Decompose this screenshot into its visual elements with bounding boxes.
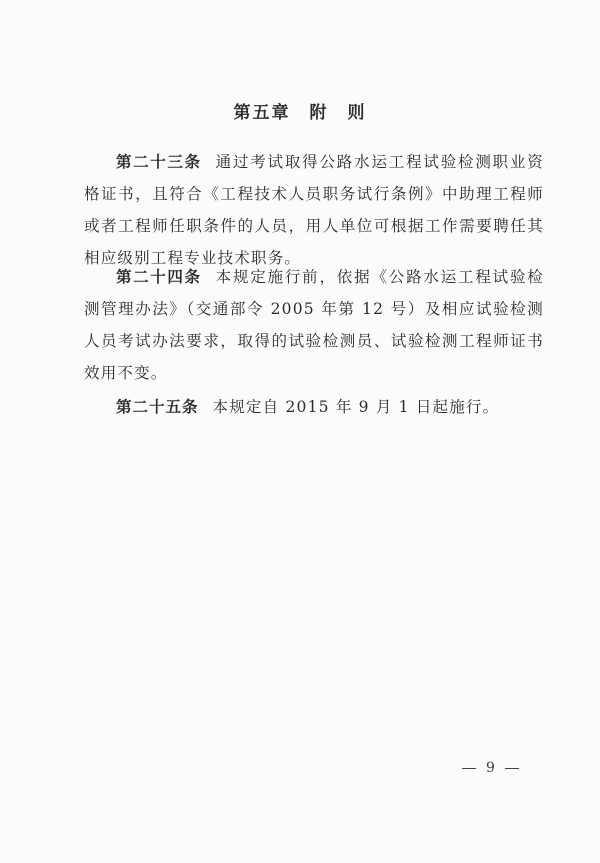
article-23 <box>84 146 544 274</box>
article-23-text: 通过考试取得公路水运工程试验检测职业资格证书，且符合《工程技术人员职务试行条例》中助理工程师或者工程师任职条件的人员，用人单位可根据工作需要聘任其相应级别工程专业技术职务。 <box>84 153 544 267</box>
page-number-footer <box>452 760 529 776</box>
article-23-heading: 第二十三条 <box>116 153 202 171</box>
page-number-dash-right <box>505 768 519 769</box>
page-number-dash-left <box>462 768 476 769</box>
article-25-heading: 第二十五条 <box>116 398 199 416</box>
article-25 <box>84 391 544 423</box>
article-24 <box>84 261 544 389</box>
article-24-text: 本规定施行前，依据《公路水运工程试验检测管理办法》（交通部令 2005 年第 12 号）及相应试验检测人员考试办法要求，取得的试验检测员、试验检测工程师证书效用不变。 <box>84 268 544 382</box>
page-number: 9 <box>486 760 495 776</box>
article-25-text: 本规定自 2015 年 9 月 1 日起施行。 <box>212 398 500 416</box>
article-24-heading: 第二十四条 <box>116 268 202 286</box>
chapter-title: 第五章 附 则 <box>233 103 367 123</box>
